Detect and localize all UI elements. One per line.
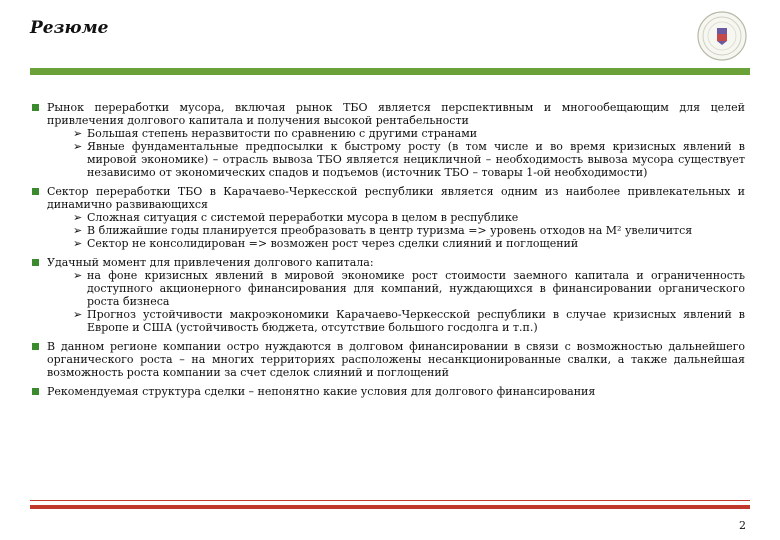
arrow-right-icon: ➢ — [73, 211, 83, 224]
bullet-item — [30, 185, 745, 250]
sub-item-text: Сектор не консолидирован => возможен рост через сделки слияний и поглощений — [87, 237, 579, 250]
bullet-text: В данном регионе компании остро нуждаются в долговом финансировании в связи с возможностью дальнейшего органического роста – на многих территориях расположены несанкционированные свалки, а также дальнейшая возможность роста компании за счет сделок слияний и поглощений — [47, 340, 745, 379]
arrow-right-icon: ➢ — [73, 237, 83, 250]
square-bullet-icon — [32, 388, 39, 395]
header-rule — [30, 68, 750, 75]
square-bullet-icon — [32, 259, 39, 266]
bullet-item — [30, 256, 745, 334]
sub-item-text: В ближайшие годы планируется преобразовать в центр туризма => уровень отходов на М² увеличится — [87, 224, 693, 237]
sub-item-text: Сложная ситуация с системой переработки мусора в целом в республике — [87, 211, 519, 224]
arrow-right-icon: ➢ — [73, 308, 83, 321]
bullet-text: Рынок переработки мусора, включая рынок ТБО является перспективным и многообещающим для целей привлечения долгового капитала и получения высокой рентабельности — [47, 101, 745, 127]
square-bullet-icon — [32, 104, 39, 111]
sub-item-text: Большая степень неразвитости по сравнению с другими странами — [87, 127, 478, 140]
square-bullet-icon — [32, 188, 39, 195]
bullet-item — [30, 101, 745, 179]
sub-item — [47, 127, 745, 140]
page-title: Резюме — [30, 18, 109, 38]
arrow-right-icon: ➢ — [73, 140, 83, 153]
sub-item-text: Явные фундаментальные предпосылки к быстрому росту (в том числе и во время кризисных явлений в мировой экономике) – отрасль вывоза ТБО является нецикличной – необходимость вывоза мусора существует независимо от экономических спадов и подъемов (источник ТБО – товары 1-ой необходимости) — [87, 140, 745, 179]
arrow-right-icon: ➢ — [73, 127, 83, 140]
summary-content — [30, 101, 745, 404]
footer-rule-thick — [30, 505, 750, 509]
square-bullet-icon — [32, 343, 39, 350]
sub-item — [47, 269, 745, 308]
footer-rule-thin — [30, 500, 750, 501]
sub-item-text: Прогноз устойчивости макроэкономики Карачаево-Черкесской республики в случае кризисных явлений в Европе и США (устойчивость бюджета, отсутствие большого госдолга и т.п.) — [87, 308, 745, 334]
sub-item-text: на фоне кризисных явлений в мировой экономике рост стоимости заемного капитала и ограниченность доступного акционерного финансирования для компаний, нуждающихся в финансировании органического роста бизнеса — [87, 269, 745, 308]
emblem-seal-icon — [696, 10, 748, 62]
sub-item — [47, 211, 745, 224]
bullet-text: Сектор переработки ТБО в Карачаево-Черкесской республики является одним из наиболее привлекательных и динамично развивающихся — [47, 185, 745, 211]
sub-item — [47, 237, 745, 250]
bullet-item — [30, 385, 745, 398]
bullet-text: Удачный момент для привлечения долгового капитала: — [47, 256, 374, 269]
bullet-text: Рекомендуемая структура сделки – непонятно какие условия для долгового финансирования — [47, 385, 596, 398]
page-number: 2 — [739, 519, 746, 532]
bullet-item — [30, 340, 745, 379]
sub-item — [47, 308, 745, 334]
arrow-right-icon: ➢ — [73, 224, 83, 237]
arrow-right-icon: ➢ — [73, 269, 83, 282]
sub-item — [47, 140, 745, 179]
sub-item — [47, 224, 745, 237]
